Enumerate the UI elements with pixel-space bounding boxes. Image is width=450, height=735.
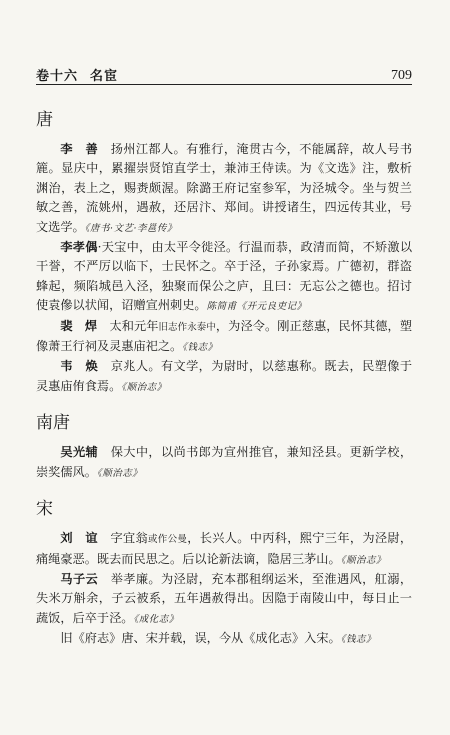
- source-citation: 《唐书·文艺·李邕传》: [84, 222, 178, 234]
- section-label: 名宦: [90, 69, 119, 84]
- biography-entry: [36, 570, 412, 629]
- biography-entry: [36, 357, 412, 397]
- entry-text: 太和元年: [109, 318, 159, 333]
- editorial-note: [36, 629, 412, 649]
- person-name: 李孝偶: [60, 240, 98, 255]
- dynasty-heading: 宋: [36, 499, 53, 520]
- entry-text-continued: ，长兴人。中丙科，熙宁三年，为泾尉，痛绳豪恶。既去而民思之。后以论新法谪，隐居三茅山。: [36, 531, 413, 566]
- volume-label: 卷十六: [36, 69, 79, 84]
- source-citation: 《钱志》: [340, 634, 376, 646]
- inline-note: 或作公曼: [147, 534, 188, 546]
- running-header: [36, 62, 412, 85]
- dynasty-heading: 南唐: [36, 413, 70, 434]
- entry-text: 保大中，以尚书郎为宣州推官，兼知泾县。更新学校，崇奖儒风。: [36, 445, 413, 479]
- person-name: 韦 焕: [60, 359, 99, 374]
- person-name: 马子云: [60, 571, 99, 586]
- person-name: 裴 焊: [60, 318, 98, 333]
- header-left: [36, 65, 118, 84]
- source-citation: 《顺治志》: [96, 467, 143, 479]
- source-citation: 《钱志》: [182, 342, 218, 354]
- entry-text: 旧《府志》唐、宋并载，误，今从《成化志》入宋。: [60, 631, 341, 646]
- biography-entry: [36, 317, 412, 358]
- inline-note: 旧志作永泰中: [158, 321, 216, 333]
- source-citation: 《顺治志》: [340, 554, 386, 566]
- entry-text-continued: ，为泾令。刚正慈惠，民怀其德，塑像萧王行祠及灵惠庙祀之。: [36, 318, 413, 354]
- person-name: 吴光辅: [60, 445, 99, 460]
- page-content: [36, 100, 412, 650]
- entry-text: 字宜翁: [110, 531, 148, 546]
- entry-text: 天宝中，由太平令徙泾。行温而恭，政清而简，不矫激以干誉，不严厉以临下，士民怀之。卒于泾，子孙家焉。广德初，群盗蜂起，频陷城邑入泾，独聚而保公之庐，且曰：无忘公之德也。招讨使袁傪以状闻，诏赠宣州刺史。: [36, 240, 413, 313]
- page-number: 709: [391, 68, 412, 83]
- biography-entry: 李孝偶·天宝中，由太平令徙泾。行温而恭，政清而简，不矫激以干誉，不严厉以临下，士民怀之。卒于泾，子孙家焉。广德初，群盗蜂起，频陷城邑入泾，独聚而保公之庐，且曰：无忘公之德也。招讨使袁傪以状闻，诏赠宣州刺史。陈简甫《开元良吏记》: [36, 240, 413, 313]
- entry-text: 京兆人。有文学，为尉时，以慈惠称。既去，民塑像于灵惠庙侑食焉。: [36, 359, 413, 393]
- entry-text: 扬州江都人。有雅行，淹贯古今，不能属辞，故人号书簏。显庆中，累擢崇贤馆直学士，兼沛王侍读。为《文选》注，敷析渊治，表上之，赐赉颇渥。除潞王府记室参军，为泾城令。坐与贺兰敏之善，流姚州，遇赦，还居汴、郑间。讲授诸生，四远传其业，号文选学。: [36, 142, 413, 234]
- entry-text: 举孝廉。为泾尉，充本郡租纲运米，至淮遇风，舡溺，失米万斛余，子云被系，五年遇赦得出。因隐于南陵山中，每日止一蔬饭，后卒于泾。: [36, 571, 413, 625]
- person-name: 刘 谊: [60, 531, 98, 546]
- source-citation: 《顺治志》: [121, 381, 167, 393]
- dynasty-heading: 唐: [36, 110, 53, 130]
- biography-entry: [36, 140, 412, 238]
- source-citation: 陈简甫《开元良吏记》: [206, 301, 307, 313]
- biography-entry: [36, 443, 412, 483]
- person-name: 李 善: [60, 142, 99, 156]
- source-citation: 《成化志》: [133, 613, 179, 625]
- biography-entry: [36, 529, 412, 570]
